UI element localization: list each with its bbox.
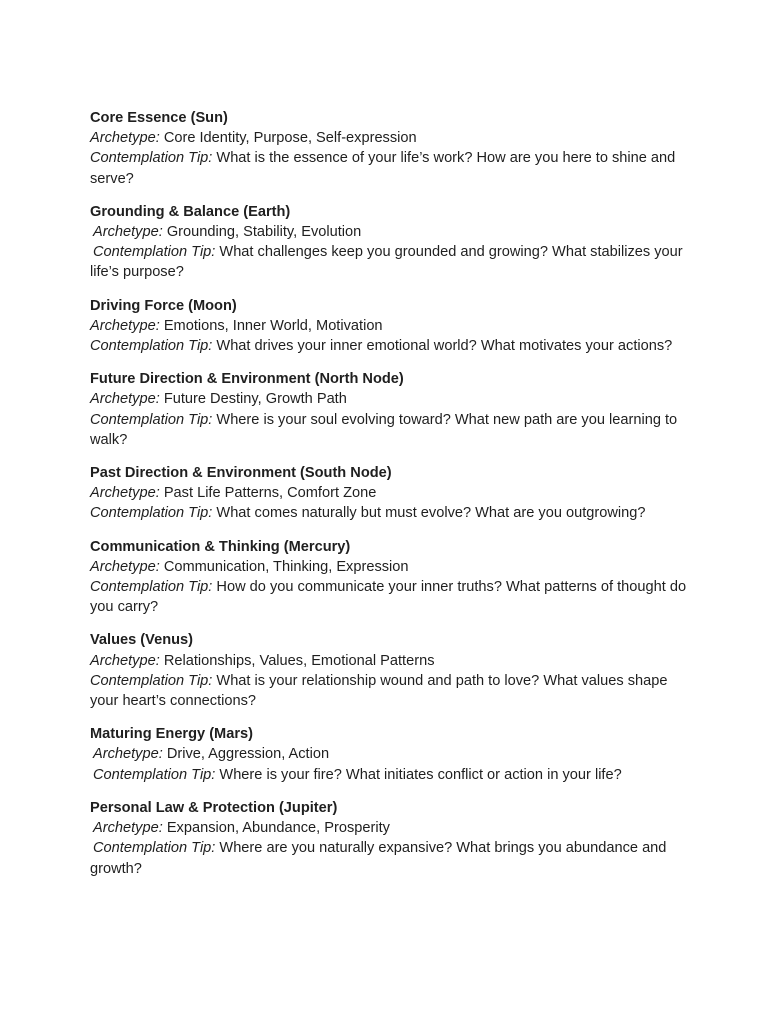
tip-label: Contemplation Tip: [90, 150, 213, 167]
entry-title: Values (Venus) [90, 632, 194, 649]
archetype-label: Archetype: [93, 224, 163, 241]
tip-line [90, 577, 690, 617]
archetype-text: Core Identity, Purpose, Self-expression [159, 130, 417, 147]
tip-text: Where is your fire? What initiates conflict or action in your life? [215, 766, 622, 783]
tip-label: Contemplation Tip: [93, 840, 216, 857]
archetype-text: Past Life Patterns, Comfort Zone [159, 485, 377, 502]
tip-text: Where is your soul evolving toward? What new path are you learning to walk? [90, 411, 678, 448]
entry-moon [90, 296, 690, 357]
archetype-line [90, 128, 690, 148]
archetype-line [90, 389, 690, 409]
archetype-line [90, 744, 690, 764]
archetype-text: Relationships, Values, Emotional Patterns [159, 652, 435, 669]
archetype-line [90, 651, 690, 671]
archetype-label: Archetype: [90, 652, 160, 669]
archetype-label: Archetype: [90, 317, 160, 334]
archetype-text: Drive, Aggression, Action [162, 746, 330, 763]
entry-title: Core Essence (Sun) [90, 110, 228, 126]
tip-line [90, 838, 690, 878]
tip-label: Contemplation Tip: [90, 338, 213, 355]
archetype-text: Communication, Thinking, Expression [159, 558, 409, 575]
entry-sun [90, 108, 690, 189]
tip-label: Contemplation Tip: [93, 766, 216, 783]
tip-text: Where are you naturally expansive? What brings you abundance and growth? [90, 840, 667, 877]
entry-venus [90, 630, 690, 711]
archetype-label: Archetype: [90, 391, 160, 408]
tip-line [90, 765, 690, 785]
tip-label: Contemplation Tip: [90, 411, 213, 428]
archetype-label: Archetype: [93, 820, 163, 837]
tip-line [90, 336, 690, 356]
archetype-text: Future Destiny, Growth Path [159, 391, 347, 408]
entry-mars [90, 724, 690, 785]
tip-line [90, 148, 690, 188]
tip-label: Contemplation Tip: [93, 244, 216, 261]
tip-text: What comes naturally but must evolve? What are you outgrowing? [212, 505, 646, 522]
entry-title: Grounding & Balance (Earth) [90, 203, 291, 220]
archetype-label: Archetype: [90, 130, 160, 147]
tip-line [90, 410, 690, 450]
entry-mercury [90, 537, 690, 618]
entry-title: Future Direction & Environment (North Node) [90, 371, 404, 388]
entry-earth [90, 202, 690, 283]
archetype-text: Grounding, Stability, Evolution [162, 224, 362, 241]
archetype-line [90, 316, 690, 336]
entry-title: Communication & Thinking (Mercury) [90, 538, 351, 555]
document-page [90, 108, 690, 892]
entry-title: Past Direction & Environment (South Node) [90, 465, 392, 482]
archetype-line [90, 483, 690, 503]
tip-label: Contemplation Tip: [90, 505, 213, 522]
archetype-label: Archetype: [90, 558, 160, 575]
entry-north-node [90, 369, 690, 450]
tip-text: What is the essence of your life’s work? How are you here to shine and serve? [90, 150, 676, 187]
tip-text: What is your relationship wound and path to love? What values shape your heart’s connections? [90, 672, 668, 710]
tip-line [90, 671, 690, 711]
archetype-label: Archetype: [93, 746, 163, 763]
entry-title: Maturing Energy (Mars) [90, 726, 253, 743]
tip-label: Contemplation Tip: [90, 672, 213, 689]
tip-text: What drives your inner emotional world? What motivates your actions? [212, 338, 673, 355]
entry-title: Driving Force (Moon) [90, 297, 237, 314]
archetype-line [90, 557, 690, 577]
tip-line [90, 503, 690, 523]
archetype-line [90, 222, 690, 242]
archetype-label: Archetype: [90, 485, 160, 502]
archetype-line [90, 818, 690, 838]
archetype-text: Expansion, Abundance, Prosperity [162, 820, 390, 837]
entry-jupiter [90, 798, 690, 879]
tip-text: What challenges keep you grounded and growing? What stabilizes your life’s purpose? [90, 244, 683, 281]
archetype-text: Emotions, Inner World, Motivation [159, 317, 383, 334]
tip-text: How do you communicate your inner truths? What patterns of thought do you carry? [90, 579, 687, 616]
tip-line [90, 242, 690, 282]
tip-label: Contemplation Tip: [90, 579, 213, 596]
entry-south-node [90, 463, 690, 524]
entry-title: Personal Law & Protection (Jupiter) [90, 799, 338, 816]
